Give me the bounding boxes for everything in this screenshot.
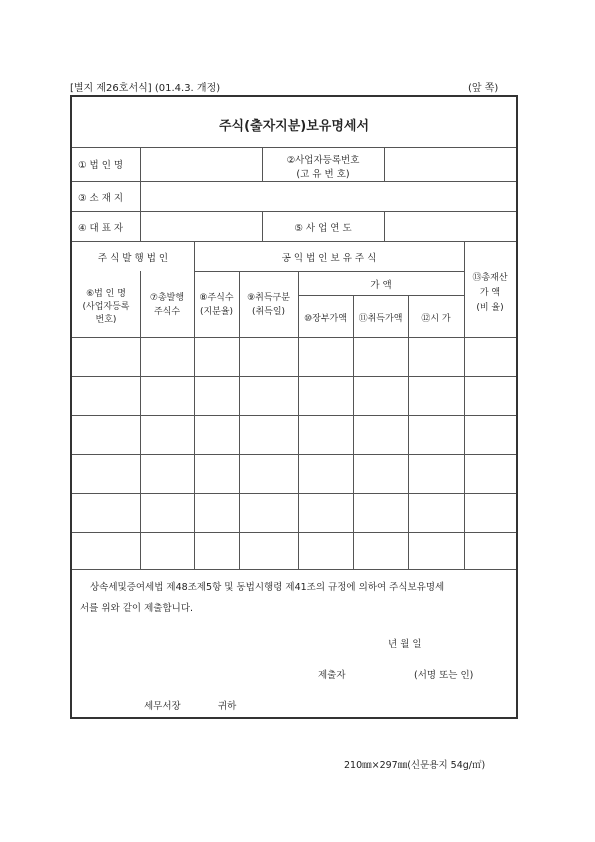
signature-label: (서명 또는 인) (414, 670, 474, 681)
form-title: 주식(출자지분)보유명세서 (218, 119, 370, 134)
divider (72, 147, 516, 148)
divider (140, 211, 141, 241)
holding-group-header: 공 익 법 인 보 유 주 식 (281, 253, 377, 264)
total-assets-col-header: 가 액 (479, 288, 501, 298)
addressee-label: 세무서장 (144, 701, 181, 712)
paper-spec: 210㎜×297㎜(신문용지 54g/㎡) (344, 760, 486, 771)
total-assets-col-header: (비 율) (476, 303, 504, 313)
page-side: (앞 쪽) (468, 83, 499, 94)
total-assets-col-header: ⑬총재산 (472, 273, 508, 283)
date-line: 년 월 일 (388, 639, 422, 650)
shares-col-header: ⑧주식수 (199, 293, 234, 303)
acq-type-col-header: ⑨취득구분 (247, 293, 290, 303)
location-label: ③ 소 재 지 (78, 193, 124, 204)
acq-type-col-header: (취득일) (251, 307, 286, 317)
corp-name-col-header: 번호) (95, 315, 117, 325)
divider (72, 376, 516, 377)
divider (353, 295, 354, 569)
divider (140, 147, 141, 211)
divider (72, 454, 516, 455)
divider (72, 493, 516, 494)
value-group-header: 가 액 (370, 280, 392, 291)
divider (298, 295, 464, 296)
issuer-group-header: 주 식 발 행 법 인 (97, 253, 169, 264)
business-year-label: ⑤ 사 업 연 도 (294, 223, 352, 234)
divider (194, 271, 464, 272)
total-issued-col-header: 주식수 (153, 307, 181, 317)
divider (72, 569, 516, 570)
representative-label: ④ 대 표 자 (78, 223, 124, 234)
divider (72, 337, 516, 338)
divider (72, 181, 516, 182)
market-value-col-header: ⑫시 가 (421, 314, 451, 324)
divider (72, 211, 516, 212)
corp-name-col-header: ⑥법 인 명 (86, 289, 126, 299)
acq-value-col-header: ⑪취득가액 (358, 314, 403, 324)
honorific-label: 귀하 (218, 701, 237, 712)
unique-no-label: (고 유 번 호) (296, 169, 350, 180)
declaration-text: 서를 위와 같이 제출합니다. (80, 603, 194, 614)
divider (72, 241, 516, 242)
divider (384, 211, 385, 241)
divider (384, 147, 385, 181)
total-issued-col-header: ⑦총발행 (149, 293, 185, 303)
shares-col-header: (지분율) (199, 307, 234, 317)
biz-reg-no-label: ②사업자등록번호 (286, 155, 360, 166)
divider (464, 337, 465, 569)
form-id: [별지 제26호서식] (01.4.3. 개정) (70, 83, 221, 94)
divider (408, 295, 409, 569)
book-value-col-header: ⑩장부가액 (304, 314, 347, 324)
declaration-text: 상속세및증여세법 제48조제5항 및 동법시행령 제41조의 규정에 의하여 주식보유명세 (90, 582, 445, 593)
divider (194, 337, 195, 569)
corp-name-label: ① 법 인 명 (78, 160, 124, 171)
share-holding-form (70, 95, 518, 719)
divider (72, 415, 516, 416)
corp-name-col-header: (사업자등록 (82, 302, 130, 312)
divider (72, 532, 516, 533)
submitter-label: 제출자 (318, 670, 346, 681)
